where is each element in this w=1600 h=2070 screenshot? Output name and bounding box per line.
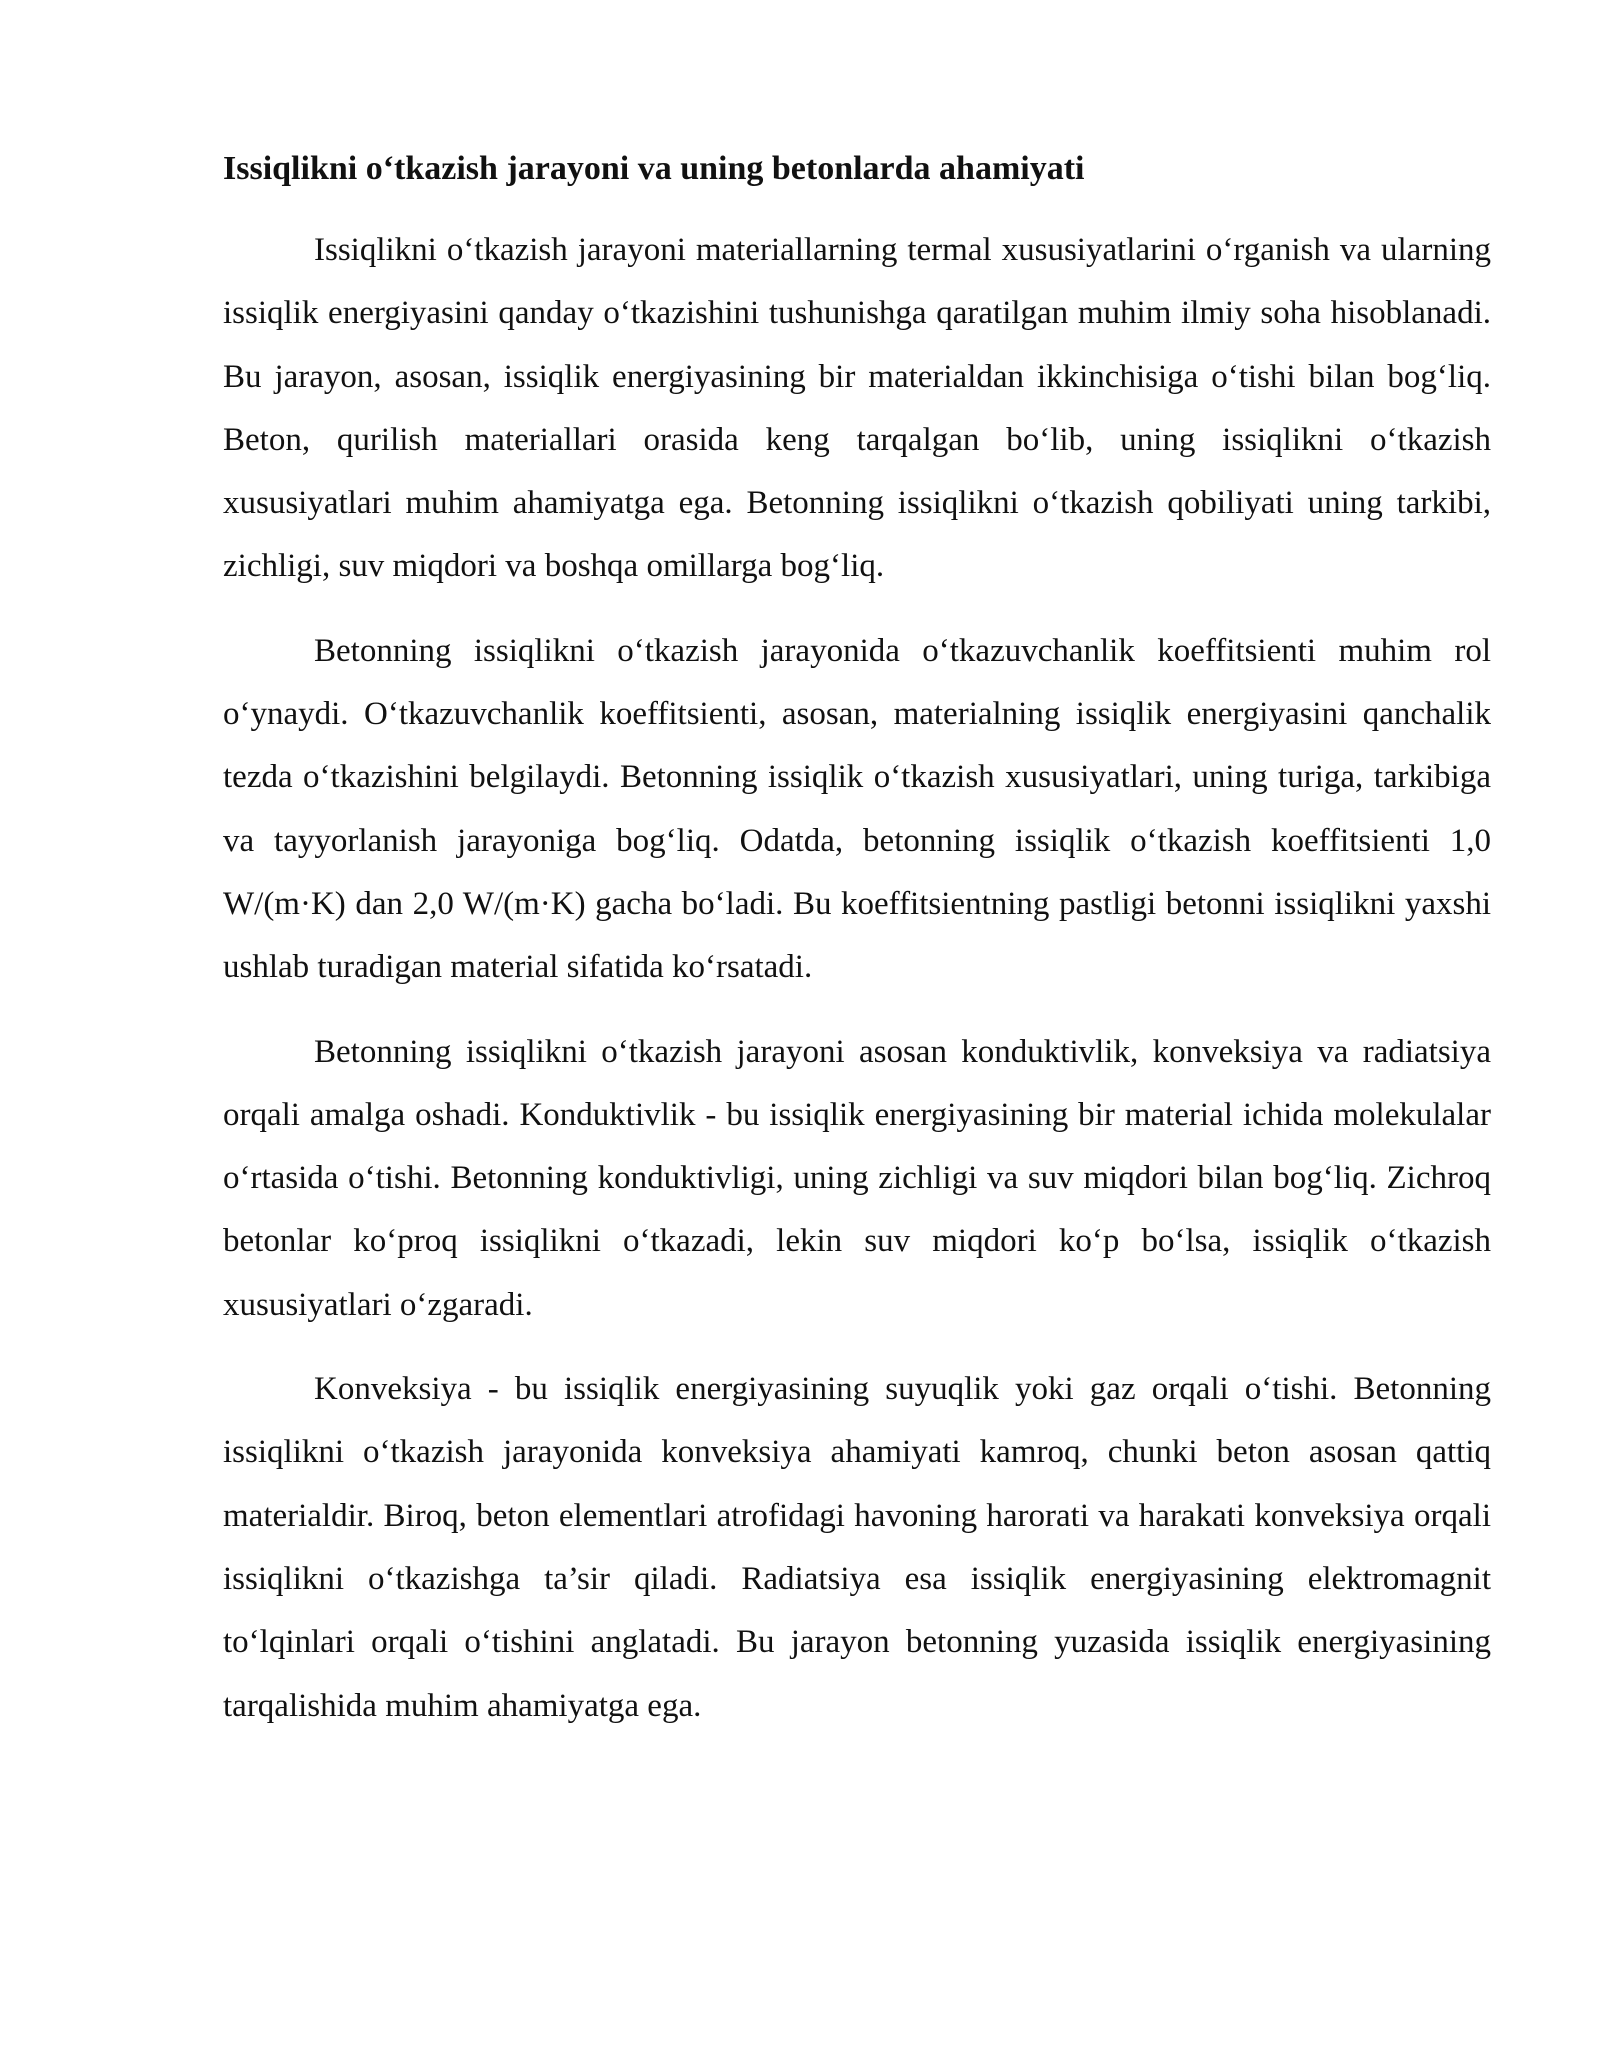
document-title: Issiqlikni o‘tkazish jarayoni va uning betonlarda ahamiyati	[223, 150, 1085, 187]
paragraph-1: Issiqlikni o‘tkazish jarayoni materiallarning termal xususiyatlarini o‘rganish va ularning issiqlik energiyasini qanday o‘tkazishini tushunishga qaratilgan muhim ilmiy soha hisoblanadi. Bu jarayon, asosan, issiqlik energiyasining bir materialdan ikkinchisiga o‘tishi bilan bog‘liq. Beton, qurilish materiallari orasida keng tarqalgan bo‘lib, uning issiqlikni o‘tkazish xususiyatlari muhim ahamiyatga ega. Betonning issiqlikni o‘tkazish qobiliyati uning tarkibi, zichligi, suv miqdori va boshqa omillarga bog‘liq.	[223, 232, 1491, 585]
document-body	[223, 145, 1491, 1759]
paragraph-4: Konveksiya - bu issiqlik energiyasining suyuqlik yoki gaz orqali o‘tishi. Betonning issiqlikni o‘tkazish jarayonida konveksiya ahamiyati kamroq, chunki beton asosan qattiq materialdir. Biroq, beton elementlari atrofidagi havoning harorati va harakati konveksiya orqali issiqlikni o‘tkazishga ta’sir qiladi. Radiatsiya esa issiqlik energiyasining elektromagnit to‘lqinlari orqali o‘tishini anglatadi. Bu jarayon betonning yuzasida issiqlik energiyasining tarqalishida muhim ahamiyatga ega.	[223, 1371, 1491, 1724]
paragraph-2: Betonning issiqlikni o‘tkazish jarayonida o‘tkazuvchanlik koeffitsienti muhim rol o‘ynaydi. O‘tkazuvchanlik koeffitsienti, asosan, materialning issiqlik energiyasini qanchalik tezda o‘tkazishini belgilaydi. Betonning issiqlik o‘tkazish xususiyatlari, uning turiga, tarkibiga va tayyorlanish jarayoniga bog‘liq. Odatda, betonning issiqlik o‘tkazish koeffitsienti 1,0 W/(m·K) dan 2,0 W/(m·K) gacha bo‘ladi. Bu koeffitsientning pastligi betonni issiqlikni yaxshi ushlab turadigan material sifatida ko‘rsatadi.	[223, 632, 1491, 986]
paragraph-3: Betonning issiqlikni o‘tkazish jarayoni asosan konduktivlik, konveksiya va radiatsiya orqali amalga oshadi. Konduktivlik - bu issiqlik energiyasining bir material ichida molekulalar o‘rtasida o‘tishi. Betonning konduktivligi, uning zichligi va suv miqdori bilan bog‘liq. Zichroq betonlar ko‘proq issiqlikni o‘tkazadi, lekin suv miqdori ko‘p bo‘lsa, issiqlik o‘tkazish xususiyatlari o‘zgaradi.	[223, 1033, 1491, 1323]
